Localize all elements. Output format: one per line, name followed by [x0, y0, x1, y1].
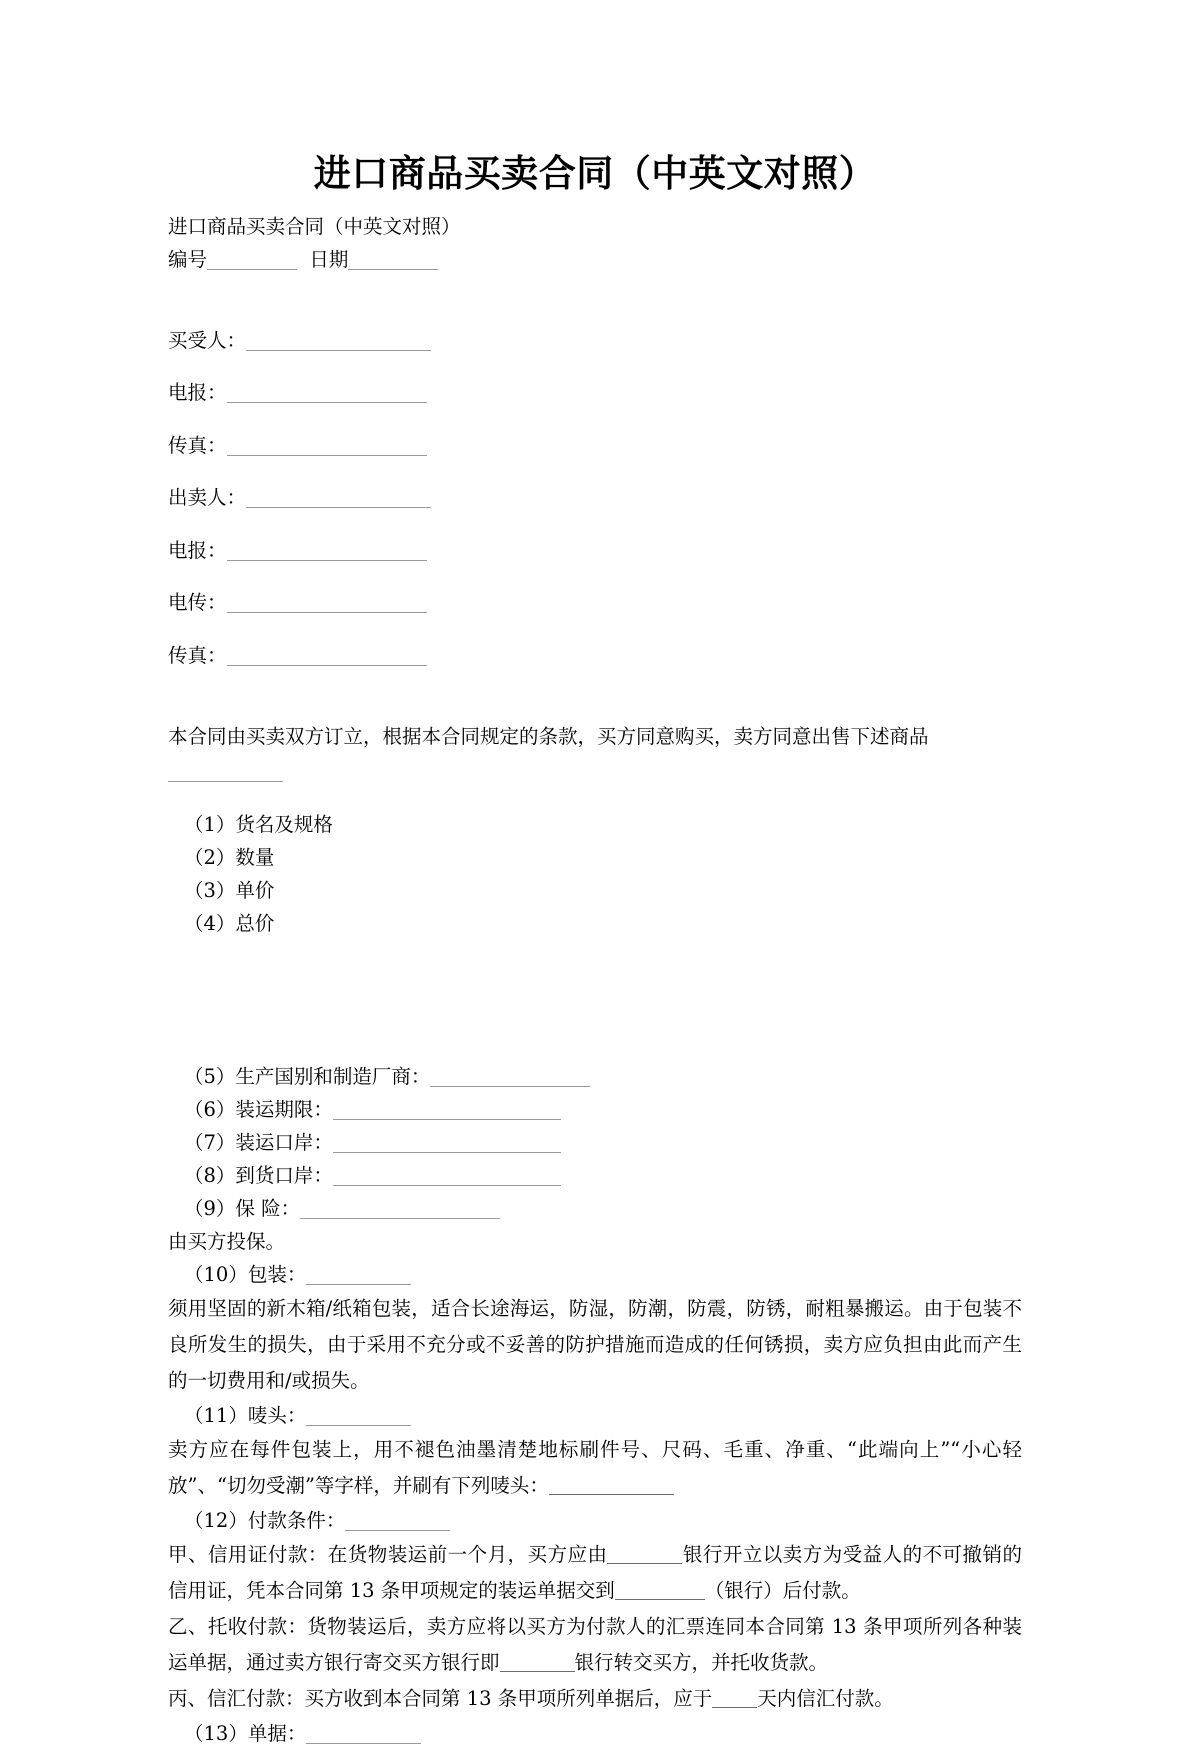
item-insurance	[168, 1192, 1022, 1225]
party-label: 电报：	[168, 381, 227, 405]
item-packing	[168, 1258, 1022, 1291]
shipping-mark-paragraph	[168, 1432, 1022, 1504]
item-blank[interactable]	[306, 1743, 421, 1744]
item-label: （9）保 险：	[184, 1197, 301, 1221]
clause-b-bank-blank[interactable]	[500, 1671, 575, 1672]
party-label: 传真：	[168, 643, 227, 667]
spacer	[168, 788, 1022, 808]
preamble-paragraph: 本合同由买卖双方订立，根据本合同规定的条款，买方同意购买，卖方同意出售下述商品	[168, 725, 929, 749]
clause-a-delivery-blank[interactable]	[615, 1599, 705, 1600]
party-row-buyer	[168, 324, 1022, 357]
clause-c-days-blank[interactable]	[712, 1707, 757, 1708]
item-blank[interactable]	[430, 1086, 590, 1087]
party-blank[interactable]	[227, 612, 427, 613]
payment-clause-a	[168, 1537, 1022, 1609]
shipping-mark-blank[interactable]	[549, 1494, 674, 1495]
list-item: （2）数量	[184, 846, 275, 870]
item-blank[interactable]	[333, 1152, 561, 1153]
item-label: （10）包装：	[184, 1263, 307, 1287]
item-blank[interactable]	[345, 1530, 450, 1531]
shipping-mark-text: 卖方应在每件包装上，用不褪色油墨清楚地标刷件号、尺码、毛重、净重、“此端向上”“小心轻放”、“切勿受潮”等字样，并刷有下列唛头：	[168, 1438, 1022, 1498]
table-placeholder-gap	[168, 940, 1022, 1060]
item-blank[interactable]	[306, 1425, 411, 1426]
page-title: 进口商品买卖合同（中英文对照）	[313, 151, 877, 195]
party-label: 电传：	[168, 591, 227, 615]
number-blank[interactable]	[207, 269, 297, 270]
party-label: 电报：	[168, 538, 227, 562]
item-payment-terms	[168, 1504, 1022, 1537]
item-label: （5）生产国别和制造厂商：	[184, 1065, 431, 1089]
clause-a-bank-blank[interactable]	[607, 1563, 682, 1564]
party-row-seller-telex	[168, 586, 1022, 619]
packing-paragraph: 须用坚固的新木箱/纸箱包装，适合长途海运，防湿，防潮，防震，防锈，耐粗暴搬运。由于包装不良所发生的损失，由于采用不充分或不妥善的防护措施而造成的任何锈损，卖方应负担由此而产生的一切费用和/或损失。	[168, 1297, 1022, 1393]
preamble-blank[interactable]	[168, 781, 283, 782]
item-blank[interactable]	[306, 1284, 411, 1285]
payment-clause-b	[168, 1609, 1022, 1681]
item-label: （6）装运期限：	[184, 1098, 333, 1122]
list-item: （1）货名及规格	[184, 813, 333, 837]
party-blank[interactable]	[227, 402, 427, 403]
item-label: （7）装运口岸：	[184, 1131, 333, 1155]
party-row-buyer-cable	[168, 376, 1022, 409]
clause-a-text-3: （银行）后付款。	[704, 1579, 861, 1603]
party-row-seller-cable	[168, 534, 1022, 567]
item-label: （12）付款条件：	[184, 1509, 346, 1533]
item-label: （13）单据：	[184, 1722, 307, 1746]
item-shipping-mark	[168, 1399, 1022, 1432]
list-item: （3）单价	[184, 879, 275, 903]
reference-line	[168, 243, 1022, 276]
spacer	[168, 691, 1022, 719]
clause-b-text-2: 银行转交买方，并托收货款。	[574, 1651, 829, 1675]
spacer	[168, 276, 1022, 304]
item-shipment-period	[168, 1093, 1022, 1126]
number-label: 编号	[168, 248, 208, 272]
clause-a-text-1: 甲、信用证付款：在货物装运前一个月，买方应由	[168, 1543, 608, 1567]
clause-c-text-2: 天内信汇付款。	[757, 1687, 894, 1711]
basic-items-list	[168, 808, 1022, 940]
clause-b-text-1: 乙、托收付款：货物装运后，卖方应将以买方为付款人的汇票连同本合同第 13 条甲项所列各种装运单据，通过卖方银行寄交买方银行即	[168, 1615, 1022, 1675]
item-port-of-destination	[168, 1159, 1022, 1192]
item-label: （11）唛头：	[184, 1404, 307, 1428]
parties-block	[168, 324, 1022, 672]
date-blank[interactable]	[348, 269, 438, 270]
item-documents	[168, 1717, 1022, 1750]
party-row-seller-fax	[168, 639, 1022, 672]
party-blank[interactable]	[227, 665, 427, 666]
detail-items-list	[168, 1060, 1022, 1225]
party-blank[interactable]	[246, 507, 431, 508]
date-label: 日期	[309, 248, 349, 272]
clause-a-text-2: 银行开立以卖方为受益人的不可撤销的信用证，凭本合同第 13 条甲项规定的装运单据交到	[168, 1543, 1022, 1603]
party-blank[interactable]	[227, 560, 427, 561]
preamble-blank-line	[168, 755, 1022, 788]
item-label: （8）到货口岸：	[184, 1164, 333, 1188]
party-label: 出卖人：	[168, 486, 247, 510]
clause-c-text-1: 丙、信汇付款：买方收到本合同第 13 条甲项所列单据后，应于	[168, 1687, 713, 1711]
insurance-note: 由买方投保。	[168, 1230, 286, 1254]
party-label: 传真：	[168, 433, 227, 457]
party-row-buyer-fax	[168, 429, 1022, 462]
document-subtitle: 进口商品买卖合同（中英文对照）	[168, 215, 461, 239]
party-label: 买受人：	[168, 328, 247, 352]
party-row-seller	[168, 481, 1022, 514]
payment-clause-c	[168, 1681, 1022, 1717]
list-item: （4）总价	[184, 912, 275, 936]
party-blank[interactable]	[227, 455, 427, 456]
party-blank[interactable]	[246, 350, 431, 351]
item-blank[interactable]	[333, 1185, 561, 1186]
item-country-manufacturer	[168, 1060, 1022, 1093]
item-port-of-loading	[168, 1126, 1022, 1159]
item-blank[interactable]	[300, 1218, 500, 1219]
item-blank[interactable]	[333, 1119, 561, 1120]
